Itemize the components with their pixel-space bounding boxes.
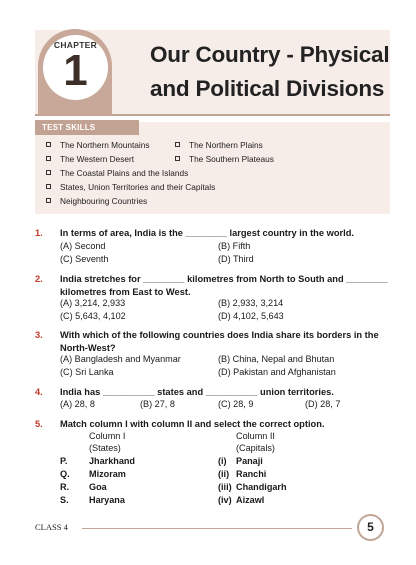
question-text-line1: India stretches for ________ kilometres from North to South and ________ (60, 274, 388, 284)
checkbox-bullet-icon (46, 156, 51, 161)
test-skills-heading: TEST SKILLS (35, 120, 139, 135)
footer-class-label: CLASS 4 (35, 522, 68, 532)
answer-option: (D) 28, 7 (305, 399, 341, 409)
answer-option: (A) Bangladesh and Myanmar (60, 354, 181, 364)
match-right-key: (iv) (218, 495, 232, 505)
question-number: 1. (35, 228, 43, 238)
match-right-value: Panaji (236, 456, 263, 466)
question-text-line2: kilometres from East to West. (60, 287, 191, 297)
match-left-key: Q. (60, 469, 70, 479)
skill-item: The Northern Mountains (46, 140, 149, 150)
skill-item: The Western Desert (46, 154, 134, 164)
answer-option: (B) China, Nepal and Bhutan (218, 354, 335, 364)
checkbox-bullet-icon (175, 142, 180, 147)
question-number: 4. (35, 387, 43, 397)
footer-divider (82, 528, 352, 529)
match-right-key: (iii) (218, 482, 232, 492)
match-left-key: P. (60, 456, 68, 466)
skill-item: The Southern Plateaus (175, 154, 274, 164)
answer-option: (A) 3,214, 2,933 (60, 298, 126, 308)
match-right-key: (i) (218, 456, 227, 466)
chapter-title-line1: Our Country - Physical (150, 42, 390, 67)
page-number: 5 (357, 514, 384, 541)
skill-item: The Northern Plains (175, 140, 263, 150)
skill-item: The Coastal Plains and the Islands (46, 168, 188, 178)
checkbox-bullet-icon (46, 142, 51, 147)
match-left-key: R. (60, 482, 70, 492)
answer-option: (A) 28, 8 (60, 399, 95, 409)
match-left-key: S. (60, 495, 69, 505)
answer-option: (B) 27, 8 (140, 399, 175, 409)
chapter-number: 1 (63, 46, 88, 95)
answer-option: (D) Pakistan and Afghanistan (218, 367, 336, 377)
match-left-value: Jharkhand (89, 456, 135, 466)
answer-option: (D) 4,102, 5,643 (218, 311, 284, 321)
column-2-title: Column II (236, 431, 275, 441)
question-text: In terms of area, India is the ________ largest country in the world. (60, 228, 354, 238)
match-right-value: Chandigarh (236, 482, 287, 492)
match-right-value: Aizawl (236, 495, 265, 505)
match-right-value: Ranchi (236, 469, 267, 479)
answer-option: (A) Second (60, 241, 106, 251)
question-text-line2: North-West? (60, 343, 116, 353)
answer-option: (C) 28, 9 (218, 399, 254, 409)
question-text: India has __________ states and __________ union territories. (60, 387, 334, 397)
match-left-value: Haryana (89, 495, 125, 505)
checkbox-bullet-icon (46, 184, 51, 189)
question-number: 3. (35, 330, 43, 340)
answer-option: (D) Third (218, 254, 254, 264)
answer-option: (B) Fifth (218, 241, 251, 251)
checkbox-bullet-icon (175, 156, 180, 161)
question-number: 5. (35, 419, 43, 429)
answer-option: (C) 5,643, 4,102 (60, 311, 126, 321)
answer-option: (C) Seventh (60, 254, 109, 264)
match-left-value: Goa (89, 482, 107, 492)
question-number: 2. (35, 274, 43, 284)
match-right-key: (ii) (218, 469, 230, 479)
skill-item: States, Union Territories and their Capitals (46, 182, 215, 192)
question-text-line1: With which of the following countries does India share its borders in the (60, 330, 379, 340)
column-1-title: Column I (89, 431, 126, 441)
column-1-subtitle: (States) (89, 443, 121, 453)
answer-option: (B) 2,933, 3,214 (218, 298, 284, 308)
chapter-title-line2: and Political Divisions (150, 76, 385, 101)
answer-option: (C) Sri Lanka (60, 367, 114, 377)
match-left-value: Mizoram (89, 469, 126, 479)
skill-item: Neighbouring Countries (46, 196, 147, 206)
column-2-subtitle: (Capitals) (236, 443, 275, 453)
chapter-label: CHAPTER (53, 40, 98, 50)
checkbox-bullet-icon (46, 198, 51, 203)
checkbox-bullet-icon (46, 170, 51, 175)
question-text: Match column I with column II and select the correct option. (60, 419, 325, 429)
